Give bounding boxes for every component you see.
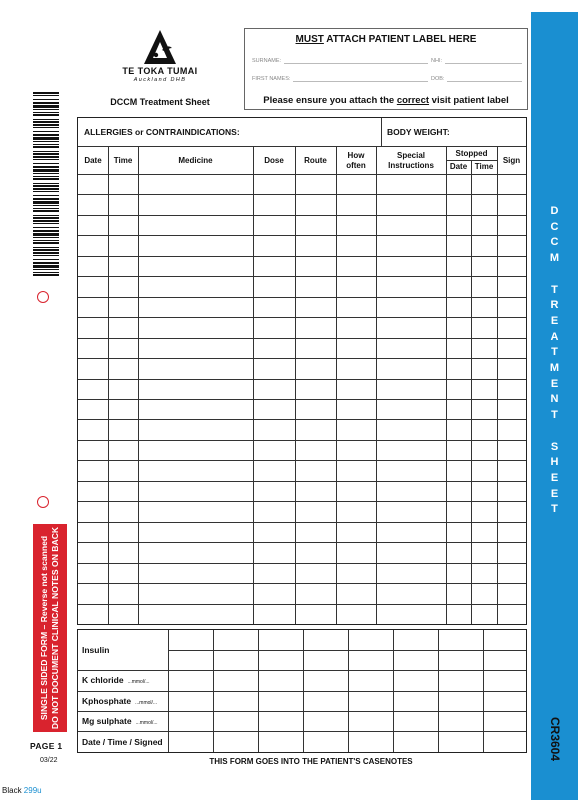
single-sided-warning: [33, 524, 67, 732]
table-rule: [78, 146, 526, 147]
header-date: Date: [84, 156, 102, 165]
header-how-often: [336, 151, 376, 171]
punch-hole-marker-top: [37, 291, 49, 303]
table-rule: [78, 440, 526, 441]
kphosphate-label: Kphosphate: [82, 696, 132, 706]
barcode: [33, 92, 59, 278]
table-rule: [446, 146, 447, 624]
ensure-after: visit patient label: [429, 95, 509, 106]
table-rule: [258, 630, 259, 752]
table-rule: [497, 146, 498, 624]
stripe-letter: T: [551, 503, 558, 516]
allergies-label: ALLERGIES or CONTRAINDICATIONS:: [84, 127, 240, 137]
kphosphate-row: [82, 696, 157, 706]
surname-label: SURNAME:: [252, 58, 282, 64]
mg-sulphate-unit: ...mmol/...: [135, 720, 158, 726]
table-rule: [78, 563, 526, 564]
table-rule: [483, 630, 484, 752]
patient-label-instruction: [245, 95, 527, 106]
table-rule: [78, 711, 526, 712]
first-names-label: FIRST NAMES:: [252, 76, 291, 82]
ensure-emphasis: correct: [396, 95, 430, 106]
ensure-before: Please ensure you attach the: [263, 95, 397, 106]
table-rule: [78, 501, 526, 502]
header-sign: Sign: [502, 156, 521, 165]
table-rule: [295, 146, 296, 624]
stripe-letter: C: [550, 236, 559, 249]
table-rule: [78, 379, 526, 380]
table-rule: [78, 670, 526, 671]
stripe-letter: E: [550, 314, 559, 327]
header-how-often-2: often: [346, 161, 366, 170]
header-stopped-date: Date: [449, 162, 468, 171]
header-time: Time: [113, 156, 133, 165]
surname-field: [252, 57, 428, 64]
header-special-1: Special: [396, 151, 425, 160]
stripe-letter: T: [551, 409, 558, 422]
table-rule: [78, 691, 526, 692]
table-rule: [78, 522, 526, 523]
stripe-letter: N: [550, 393, 559, 406]
logo-subtitle: Auckland DHB: [133, 77, 187, 83]
patient-label-must: MUST: [295, 34, 324, 45]
table-rule: [78, 399, 526, 400]
form-code: CR3604: [548, 716, 562, 762]
stripe-letter: E: [550, 471, 559, 484]
table-rule: [78, 542, 526, 543]
print-info-black: Black: [2, 786, 24, 795]
header-special-instructions: [376, 151, 446, 171]
warning-line-1: SINGLE SIDED FORM – Reverse not scanned: [39, 535, 49, 721]
casenotes-note: THIS FORM GOES INTO THE PATIENT'S CASENOTES: [209, 757, 413, 766]
table-rule: [78, 481, 526, 482]
table-rule: [381, 118, 382, 146]
stripe-letter: H: [550, 456, 559, 469]
mg-sulphate-row: [82, 716, 158, 726]
table-rule: [253, 146, 254, 624]
stripe-letter: E: [550, 377, 559, 390]
warning-line-2: DO NOT DOCUMENT CLINICAL NOTES ON BACK: [50, 526, 60, 730]
first-names-field: [252, 75, 428, 82]
stripe-letter: T: [551, 283, 558, 296]
table-rule: [78, 297, 526, 298]
header-special-2: Instructions: [388, 161, 434, 170]
table-rule: [108, 146, 109, 624]
table-rule: [78, 174, 526, 175]
punch-hole-marker-bottom: [37, 496, 49, 508]
logo-mark-icon: [112, 28, 208, 66]
table-rule: [78, 215, 526, 216]
table-rule: [78, 338, 526, 339]
side-stripe: [531, 12, 578, 800]
table-rule: [348, 630, 349, 752]
form-title: DCCM Treatment Sheet: [110, 97, 210, 107]
stripe-letter: S: [550, 440, 559, 453]
table-rule: [78, 460, 526, 461]
table-rule: [336, 146, 337, 624]
header-route: Route: [304, 156, 327, 165]
logo-name: TE TOKA TUMAI: [122, 66, 198, 76]
table-rule: [438, 630, 439, 752]
header-stopped: Stopped: [455, 149, 488, 158]
kphosphate-unit: ...mmol/...: [135, 700, 158, 706]
table-rule: [78, 317, 526, 318]
mg-sulphate-label: Mg sulphate: [82, 716, 132, 726]
page-number: PAGE 1: [30, 741, 63, 751]
table-rule: [78, 276, 526, 277]
body-weight-label: BODY WEIGHT:: [387, 127, 450, 137]
header-medicine: Medicine: [178, 156, 213, 165]
table-rule: [78, 256, 526, 257]
stripe-letter: C: [550, 220, 559, 233]
k-chloride-unit: ...mmol/...: [127, 679, 150, 685]
table-rule: [78, 731, 526, 732]
dob-field: [431, 75, 522, 82]
table-rule: [168, 630, 169, 752]
insulin-label: Insulin: [82, 645, 110, 655]
table-rule: [78, 235, 526, 236]
header-stopped-time: Time: [474, 162, 494, 171]
dob-label: DOB:: [431, 76, 445, 82]
stripe-letter: T: [551, 346, 558, 359]
table-rule: [138, 146, 139, 624]
k-chloride-label: K chloride: [82, 675, 124, 685]
table-rule: [168, 650, 526, 651]
date-time-signed-label: Date / Time / Signed: [82, 737, 163, 747]
stripe-letter: M: [549, 362, 560, 374]
table-rule: [213, 630, 214, 752]
table-rule: [393, 630, 394, 752]
logo: [112, 28, 208, 88]
patient-label-title-rest: ATTACH PATIENT LABEL HERE: [323, 34, 477, 45]
stripe-letter: R: [550, 299, 559, 312]
electrolyte-table: [77, 629, 527, 753]
form-date: 03/22: [40, 757, 58, 764]
print-info: [2, 786, 42, 795]
header-how-often-1: How: [347, 151, 365, 160]
table-rule: [78, 583, 526, 584]
table-rule: [78, 358, 526, 359]
table-rule: [471, 160, 472, 624]
table-rule: [78, 419, 526, 420]
header-dose: Dose: [264, 156, 284, 165]
nhi-field: [431, 57, 522, 64]
table-rule: [78, 604, 526, 605]
nhi-label: NHI:: [431, 58, 442, 64]
table-rule: [78, 194, 526, 195]
print-info-pms: 299u: [23, 786, 42, 795]
table-rule: [376, 146, 377, 624]
treatment-table: [77, 117, 527, 625]
stripe-letter: A: [550, 330, 559, 343]
stripe-letter: M: [549, 252, 560, 265]
stripe-letter: D: [550, 205, 559, 217]
stripe-letter: E: [550, 487, 559, 500]
k-chloride-row: [82, 675, 150, 685]
patient-label-title: [245, 34, 527, 45]
patient-label-box: [244, 28, 528, 110]
table-rule: [303, 630, 304, 752]
